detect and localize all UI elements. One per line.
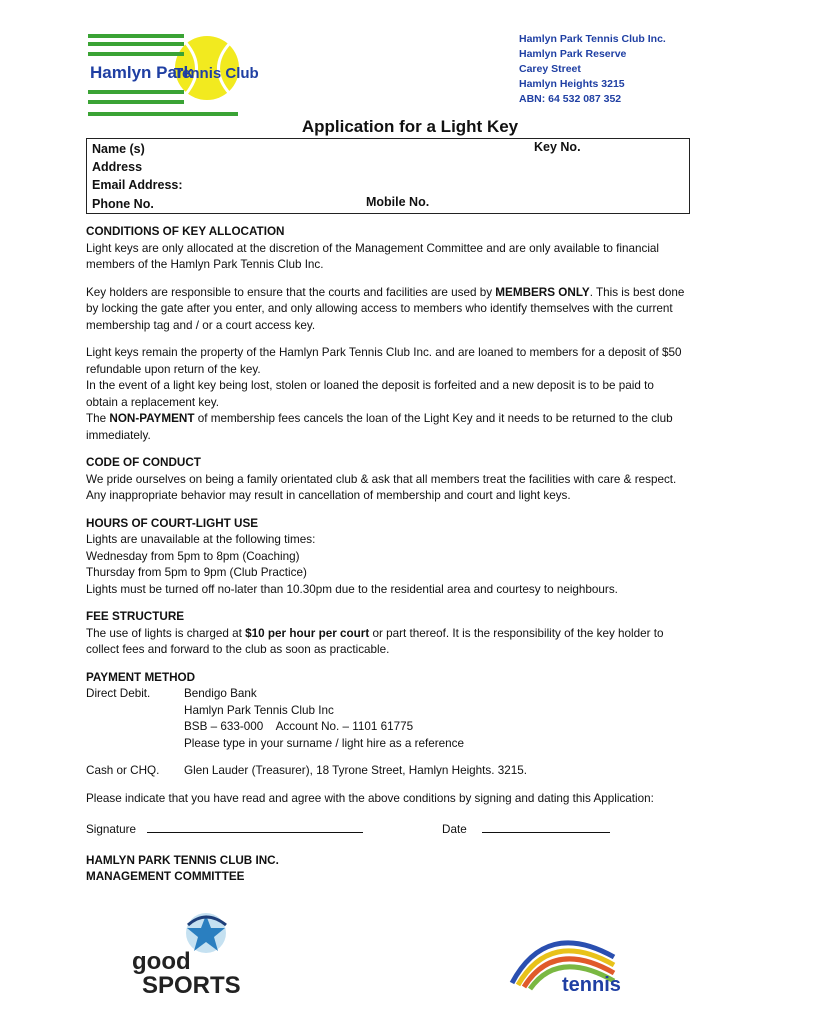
logo-text-1: Hamlyn Park — [90, 63, 193, 82]
sign-off-line: MANAGEMENT COMMITTEE — [86, 870, 245, 883]
hours-line: Thursday from 5pm to 9pm (Club Practice) — [86, 566, 307, 579]
paragraph: Light keys are only allocated at the discretion of the Management Committee and are only available to financial members of the Hamlyn Park Tennis Club Inc. — [86, 241, 660, 271]
paragraph: Light keys remain the property of the Hamlyn Park Tennis Club Inc. and are loaned to members for a deposit of $50 refundable upon return of the key. — [86, 346, 682, 376]
section-heading: PAYMENT METHOD — [86, 670, 196, 684]
direct-debit-details — [184, 686, 464, 752]
hours-line: Lights must be turned off no-later than 10.30pm due to the residential area and courtesy to neighbours. — [86, 582, 618, 596]
key-no-field[interactable]: Key No. — [534, 140, 581, 154]
address-line: Hamlyn Park Reserve — [519, 48, 627, 60]
address-field[interactable]: Address — [92, 160, 143, 174]
hours-line: Wednesday from 5pm to 8pm (Coaching) — [86, 549, 300, 563]
fees-section — [86, 609, 686, 659]
document-body — [86, 224, 686, 897]
paragraph: Key holders are responsible to ensure that the courts and facilities are used by MEMBERS ONLY. This is best done by locking the gate after you enter, and only allowing access to members who identify themselves with the current membership tag and / or a court access key. — [86, 285, 685, 332]
cash-section — [86, 763, 686, 780]
footer-logos — [0, 905, 770, 1015]
name-field[interactable]: Name (s) — [92, 142, 145, 156]
good-sports-logo — [128, 911, 244, 997]
phone-field[interactable]: Phone No. — [92, 197, 154, 211]
section-heading: CONDITIONS OF KEY ALLOCATION — [86, 225, 285, 238]
date-line[interactable] — [482, 820, 610, 833]
email-field[interactable]: Email Address: — [92, 178, 183, 192]
bank-line: Bendigo Bank — [184, 687, 257, 700]
logo-text-2: Tennis Club — [174, 65, 259, 82]
hours-section — [86, 516, 686, 599]
paragraph: The NON-PAYMENT of membership fees cancels the loan of the Light Key and it needs to be returned to the club immediately. — [86, 412, 673, 442]
signature-row — [86, 820, 686, 839]
date-label: Date — [442, 823, 467, 836]
sign-off — [86, 853, 686, 886]
tennis-text: tennis — [562, 974, 621, 996]
bank-line: BSB – 633-000 Account No. – 1101 61775 — [184, 720, 414, 733]
address-line: Hamlyn Heights 3215 — [519, 78, 625, 90]
mobile-field[interactable]: Mobile No. — [366, 195, 430, 209]
bank-line: Hamlyn Park Tennis Club Inc — [184, 703, 334, 717]
section-heading: HOURS OF COURT-LIGHT USE — [86, 516, 259, 530]
direct-debit-row — [86, 686, 686, 752]
bank-line: Please type in your surname / light hire as a reference — [184, 736, 464, 750]
key-holder-section — [86, 285, 686, 335]
paragraph: We pride ourselves on being a family orientated club & ask that all members treat the facilities with care & respect. Any inappropriate behavior may result in cancellation of membership and court and light keys. — [86, 472, 677, 502]
conditions-section — [86, 224, 686, 274]
cash-label: Cash or CHQ. — [86, 764, 160, 777]
signature-label: Signature — [86, 823, 137, 836]
conduct-section — [86, 455, 686, 505]
address-line: ABN: 64 532 087 352 — [519, 93, 622, 105]
applicant-details-box — [86, 138, 690, 214]
paragraph: In the event of a light key being lost, stolen or loaned the deposit is forfeited and a new deposit is to be paid to obtain a replacement key. — [86, 379, 654, 409]
sports-text: SPORTS — [142, 972, 241, 999]
agreement-section — [86, 791, 686, 808]
address-line: Carey Street — [519, 63, 581, 75]
club-logo — [86, 28, 259, 122]
address-line: Hamlyn Park Tennis Club Inc. — [519, 33, 666, 45]
cash-details: Glen Lauder (Treasurer), 18 Tyrone Street, Hamlyn Heights. 3215. — [184, 764, 527, 777]
hours-line: Lights are unavailable at the following times: — [86, 533, 316, 546]
tennis-logo — [506, 917, 626, 995]
star-icon — [186, 913, 226, 953]
payment-section — [86, 670, 686, 753]
signature-line[interactable] — [147, 820, 363, 833]
page-title: Application for a Light Key — [301, 117, 519, 136]
deposit-section — [86, 345, 686, 444]
agreement-text: Please indicate that you have read and agree with the above conditions by signing and dating this Application: — [86, 791, 654, 805]
paragraph: The use of lights is charged at $10 per hour per court or part thereof. It is the responsibility of the key holder to collect fees and forward to the club as soon as practicable. — [86, 626, 664, 656]
club-address — [519, 32, 666, 107]
direct-debit-label: Direct Debit. — [86, 687, 151, 700]
cash-row — [86, 763, 686, 780]
section-heading: FEE STRUCTURE — [86, 610, 185, 623]
section-heading: CODE OF CONDUCT — [86, 456, 201, 469]
good-text: good — [132, 948, 191, 975]
sign-off-line: HAMLYN PARK TENNIS CLUB INC. — [86, 853, 279, 867]
